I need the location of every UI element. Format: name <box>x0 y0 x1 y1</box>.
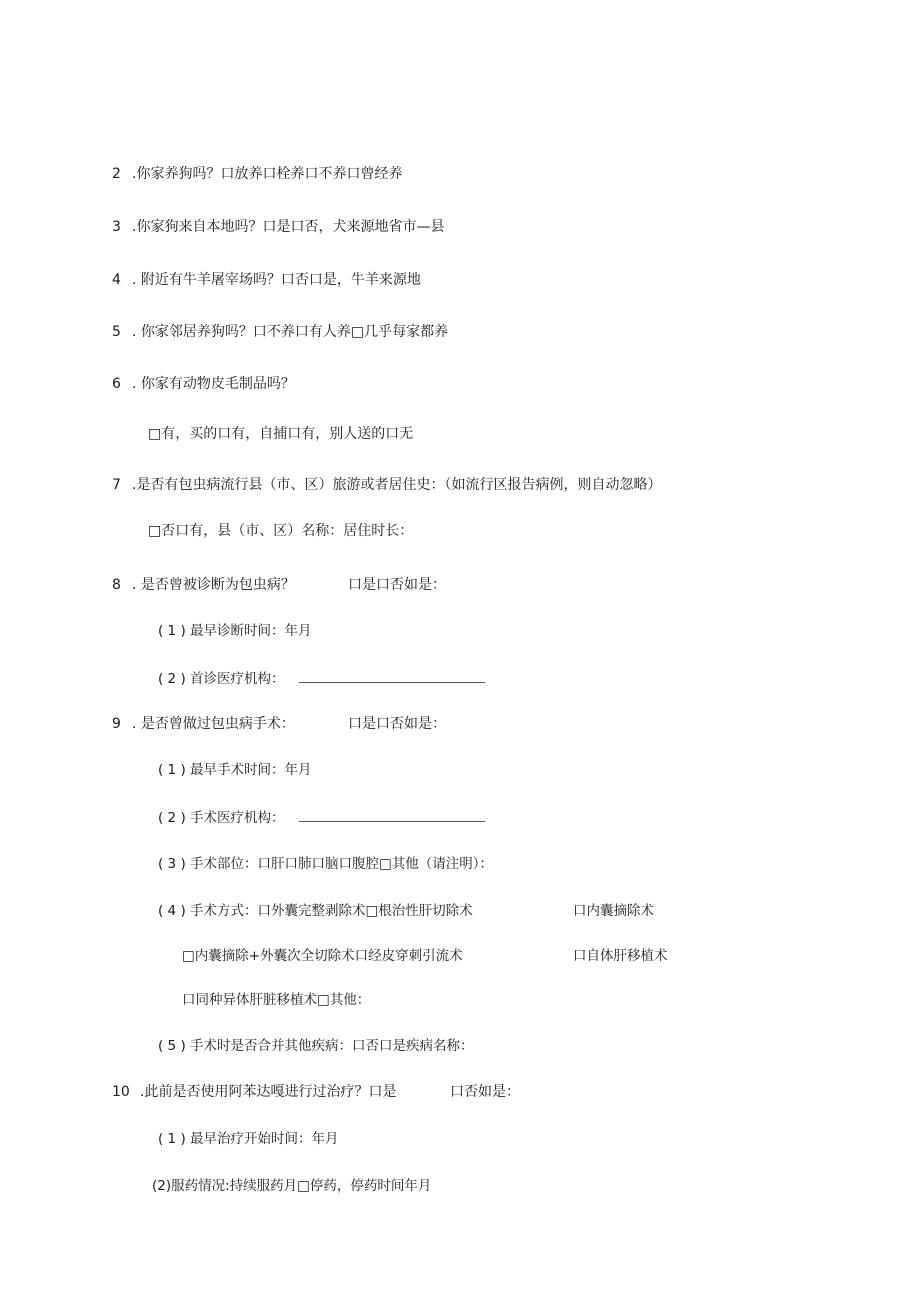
question-number: 7 <box>112 477 121 493</box>
question-9-text: . 是否曾做过包虫病手术： <box>132 716 295 732</box>
question-10-options: 口否如是： <box>450 1084 520 1100</box>
question-number: 3 <box>112 219 121 235</box>
question-9-sub-4-option: 口内囊摘除术 <box>573 903 654 919</box>
question-9-sub-1: ( 1 ) 最早手术时间：年月 <box>158 762 312 778</box>
question-10-sub-1: ( 1 ) 最早治疗开始时间：年月 <box>158 1131 339 1147</box>
question-number: 10 <box>112 1084 130 1100</box>
question-8-sub-1: ( 1 ) 最早诊断时间：年月 <box>158 623 312 639</box>
question-9-sub-4-line-3: 口同种异体肝脏移植术□其他： <box>182 992 371 1008</box>
question-9-sub-3: ( 3 ) 手术部位：口肝口肺口脑口腹腔□其他（请注明）： <box>158 856 494 872</box>
question-3-text: .你家狗来自本地吗？口是口否，犬来源地省市—县 <box>132 219 445 235</box>
question-number: 9 <box>112 716 121 732</box>
question-9-sub-4: ( 4 ) 手术方式：口外囊完整剥除术□根治性肝切除术 <box>158 903 473 919</box>
question-9-options: 口是口否如是： <box>348 716 446 732</box>
sub-label: ( 2 ) 首诊医疗机构： <box>158 671 285 687</box>
question-9-sub-5: ( 5 ) 手术时是否合并其他疾病：口否口是疾病名称： <box>158 1038 474 1054</box>
question-6-options: □有，买的口有，自捕口有，别人送的口无 <box>148 426 414 442</box>
question-number: 6 <box>112 376 121 392</box>
fill-blank-line[interactable] <box>299 668 485 683</box>
question-8-options: 口是口否如是： <box>348 577 446 593</box>
question-9-sub-4-line-2: □内囊摘除+外囊次全切除术口经皮穿刺引流术 <box>182 948 463 964</box>
question-9-sub-4-option: 口自体肝移植术 <box>573 948 668 964</box>
question-9-sub-2 <box>158 807 485 828</box>
question-4-text: . 附近有牛羊屠宰场吗？口否口是，牛羊来源地 <box>132 272 421 288</box>
fill-blank-line[interactable] <box>299 807 485 822</box>
question-number: 8 <box>112 577 121 593</box>
question-10-sub-2: (2)服药情况:持续服药月□停药，停药时间年月 <box>152 1178 432 1194</box>
question-number: 2 <box>112 166 121 182</box>
question-number: 5 <box>112 324 121 340</box>
question-number: 4 <box>112 272 121 288</box>
question-5-text: . 你家邻居养狗吗？口不养口有人养□几乎每家都养 <box>132 324 449 340</box>
question-2-text: .你家养狗吗？口放养口栓养口不养口曾经养 <box>132 166 403 182</box>
question-7-options: □否口有，县（市、区）名称：居住时长： <box>148 523 414 539</box>
question-7-text: .是否有包虫病流行县（市、区）旅游或者居住史：（如流行区报告病例，则自动忽略） <box>132 477 662 493</box>
question-8-text: . 是否曾被诊断为包虫病？ <box>132 577 295 593</box>
question-8-sub-2 <box>158 668 485 689</box>
sub-label: ( 2 ) 手术医疗机构： <box>158 810 285 826</box>
question-6-text: . 你家有动物皮毛制品吗？ <box>132 376 295 392</box>
question-10-text: .此前是否使用阿苯达嘎进行过治疗？口是 <box>140 1084 397 1100</box>
